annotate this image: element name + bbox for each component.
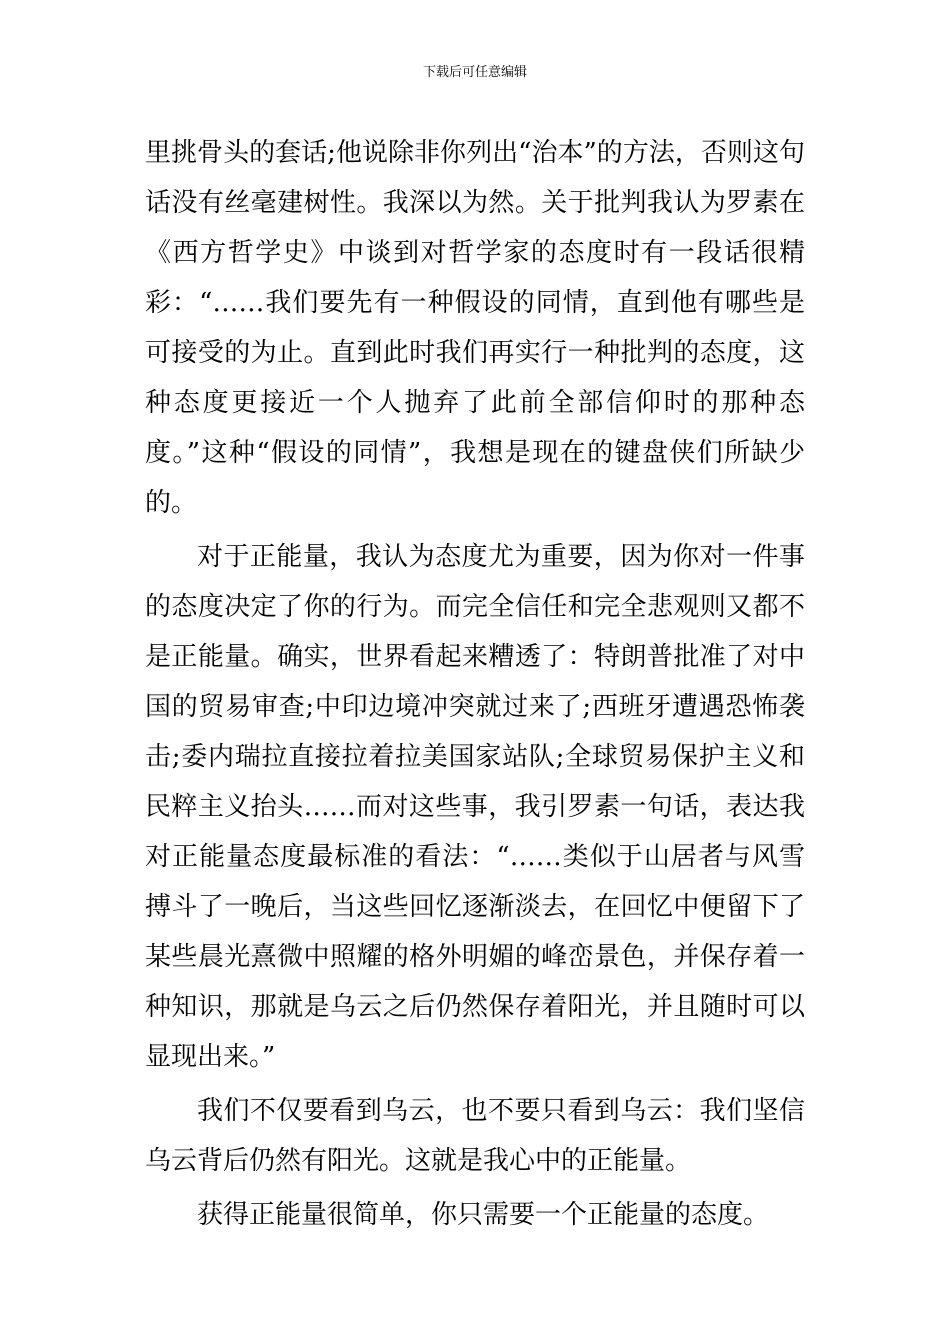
paragraph-continuation: 里挑骨头的套话;他说除非你列出“治本”的方法，否则这句话没有丝毫建树性。我深以为然。关于批判我认为罗素在《西方哲学史》中谈到对哲学家的态度时有一段话很精彩：“……我们要先有一种假设的同情，直到他有哪些是可接受的为止。直到此时我们再实行一种批判的态度，这种态度更接近一个人抛弃了此前全部信仰时的那种态度。”这种“假设的同情”，我想是现在的键盘侠们所缺少的。 — [145, 138, 805, 518]
paragraph-conclusion: 获得正能量很简单，你只需要一个正能量的态度。 — [197, 1200, 770, 1230]
paragraph-dark-clouds: 我们不仅要看到乌云，也不要只看到乌云：我们坚信乌云背后仍然有阳光。这就是我心中的正能量。 — [145, 1096, 805, 1176]
page-header: 下载后可任意编辑 — [422, 65, 527, 80]
paragraph-positive-energy-attitude: 对于正能量，我认为态度尤为重要，因为你对一件事的态度决定了你的行为。而完全信任和完全悲观则又都不是正能量。确实，世界看起来糟透了：特朗普批准了对中国的贸易审查;中印边境冲突就过来了;西班牙遭遇恐怖袭击;委内瑞拉直接拉着拉美国家站队;全球贸易保护主义和民粹主义抬头……而对这些事，我引罗素一句话，表达我对正能量态度最标准的看法：“……类似于山居者与风雪搏斗了一晚后，当这些回忆逐渐淡去，在回忆中便留下了某些晨光熹微中照耀的格外明媚的峰峦景色，并保存着一种知识，那就是乌云之后仍然保存着阳光，并且随时可以显现出来。” — [145, 542, 805, 1072]
document-body — [145, 128, 805, 1240]
